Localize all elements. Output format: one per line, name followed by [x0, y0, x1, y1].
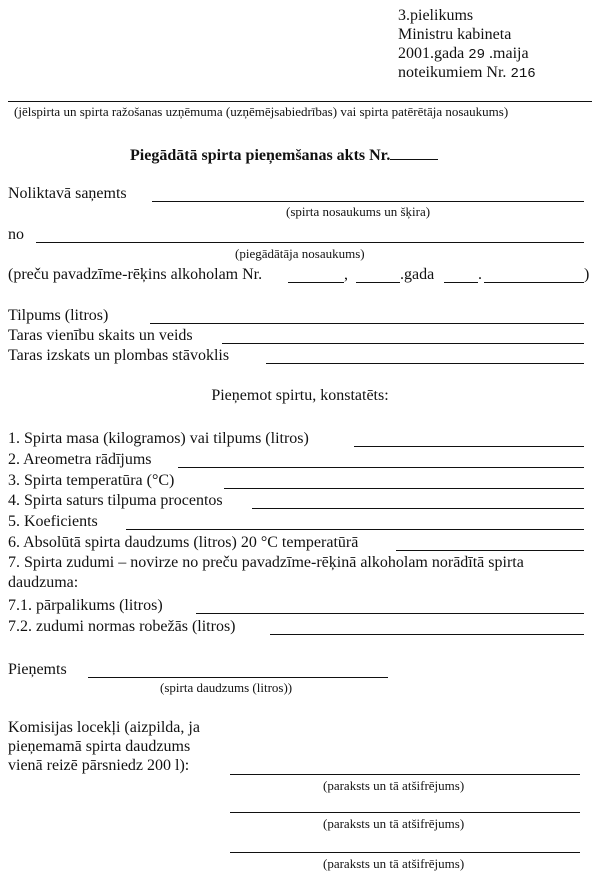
- item-7-1-label: 7.1. pārpalikums (litros): [8, 597, 163, 614]
- signature-caption-2: (paraksts un tā atšifrējums): [323, 816, 465, 831]
- item-4-line[interactable]: [252, 508, 584, 509]
- invoice-dot: .: [478, 266, 482, 283]
- item-6-label: 6. Absolūtā spirta daudzums (litros) 20 °C temperatūrā: [8, 534, 359, 551]
- item-5-line[interactable]: [126, 529, 584, 530]
- date-suffix: .maija: [489, 45, 529, 62]
- regulation-number: [398, 63, 536, 84]
- invoice-gada: .gada: [400, 266, 435, 283]
- commission-line-2: pieņemamā spirta daudzums: [8, 738, 191, 755]
- reg-number: 216: [510, 66, 536, 82]
- date-day: 29: [468, 47, 486, 63]
- invoice-comma: ,: [344, 266, 348, 283]
- title-text: Piegādātā spirta pieņemšanas akts Nr.: [130, 147, 391, 164]
- containers-label: Taras vienību skaits un veids: [8, 327, 193, 344]
- volume-label: Tilpums (litros): [8, 307, 109, 324]
- received-caption: (spirta nosaukums un šķira): [286, 204, 431, 219]
- reg-prefix: noteikumiem Nr.: [398, 64, 507, 81]
- supplier-caption: (piegādātāja nosaukums): [235, 246, 365, 261]
- accepted-label: Pieņemts: [8, 661, 67, 678]
- signature-caption-3: (paraksts un tā atšifrējums): [323, 856, 465, 871]
- item-2-label: 2. Areometra rādījums: [8, 451, 152, 468]
- item-4-label: 4. Spirta saturs tilpuma procentos: [8, 492, 223, 509]
- accepted-line[interactable]: [88, 677, 388, 678]
- producer-caption: (jēlspirta un spirta ražošanas uzņēmuma (uzņēmējsabiedrības) vai spirta patērētāja nosaukums): [14, 104, 509, 119]
- item-1-line[interactable]: [354, 446, 584, 447]
- item-3-line[interactable]: [224, 488, 584, 489]
- date-prefix: 2001.gada: [398, 45, 465, 62]
- received-label: Noliktavā saņemts: [8, 185, 127, 202]
- received-line[interactable]: [152, 201, 584, 202]
- document-title: [130, 145, 438, 165]
- invoice-day-line[interactable]: [444, 282, 478, 283]
- cabinet-label: Ministru kabineta: [398, 26, 512, 43]
- item-5-label: 5. Koeficients: [8, 513, 98, 530]
- act-number-line[interactable]: [390, 145, 438, 160]
- item-3-label: 3. Spirta temperatūra (°C): [8, 472, 175, 489]
- condition-label: Taras izskats un plombas stāvoklis: [8, 347, 230, 364]
- commission-line-1: Komisijas locekļi (aizpilda, ja: [8, 719, 200, 736]
- item-7-2-line[interactable]: [270, 634, 584, 635]
- from-label: no: [8, 226, 24, 243]
- item-6-line[interactable]: [396, 550, 584, 551]
- item-7-label-cont: daudzuma:: [8, 574, 79, 591]
- invoice-number-line[interactable]: [288, 282, 344, 283]
- regulation-date: [398, 44, 529, 65]
- item-7-label: 7. Spirta zudumi – novirze no preču pavadzīme-rēķinā alkoholam norādītā spirta: [8, 554, 524, 571]
- invoice-year-line[interactable]: [356, 282, 400, 283]
- item-7-1-line[interactable]: [196, 613, 584, 614]
- signature-caption-1: (paraksts un tā atšifrējums): [323, 778, 465, 793]
- containers-line[interactable]: [222, 343, 584, 344]
- signature-line-2[interactable]: [230, 812, 580, 813]
- item-2-line[interactable]: [178, 467, 584, 468]
- signature-line-1[interactable]: [230, 774, 580, 775]
- item-1-label: 1. Spirta masa (kilogramos) vai tilpums (litros): [8, 430, 309, 447]
- volume-line[interactable]: [150, 323, 584, 324]
- findings-heading: Pieņemot spirtu, konstatēts:: [211, 387, 389, 404]
- invoice-month-line[interactable]: [484, 282, 584, 283]
- invoice-prefix: (preču pavadzīme-rēķins alkoholam Nr.: [8, 266, 263, 283]
- commission-line-3: vienā reizē pārsniedz 200 l):: [8, 757, 190, 774]
- producer-name-line[interactable]: [8, 101, 592, 102]
- supplier-line[interactable]: [36, 242, 584, 243]
- appendix-label: 3.pielikums: [398, 7, 474, 24]
- item-7-2-label: 7.2. zudumi normas robežās (litros): [8, 618, 236, 635]
- signature-line-3[interactable]: [230, 852, 580, 853]
- condition-line[interactable]: [266, 363, 584, 364]
- invoice-close: ): [584, 266, 590, 283]
- accepted-caption: (spirta daudzums (litros)): [160, 680, 293, 695]
